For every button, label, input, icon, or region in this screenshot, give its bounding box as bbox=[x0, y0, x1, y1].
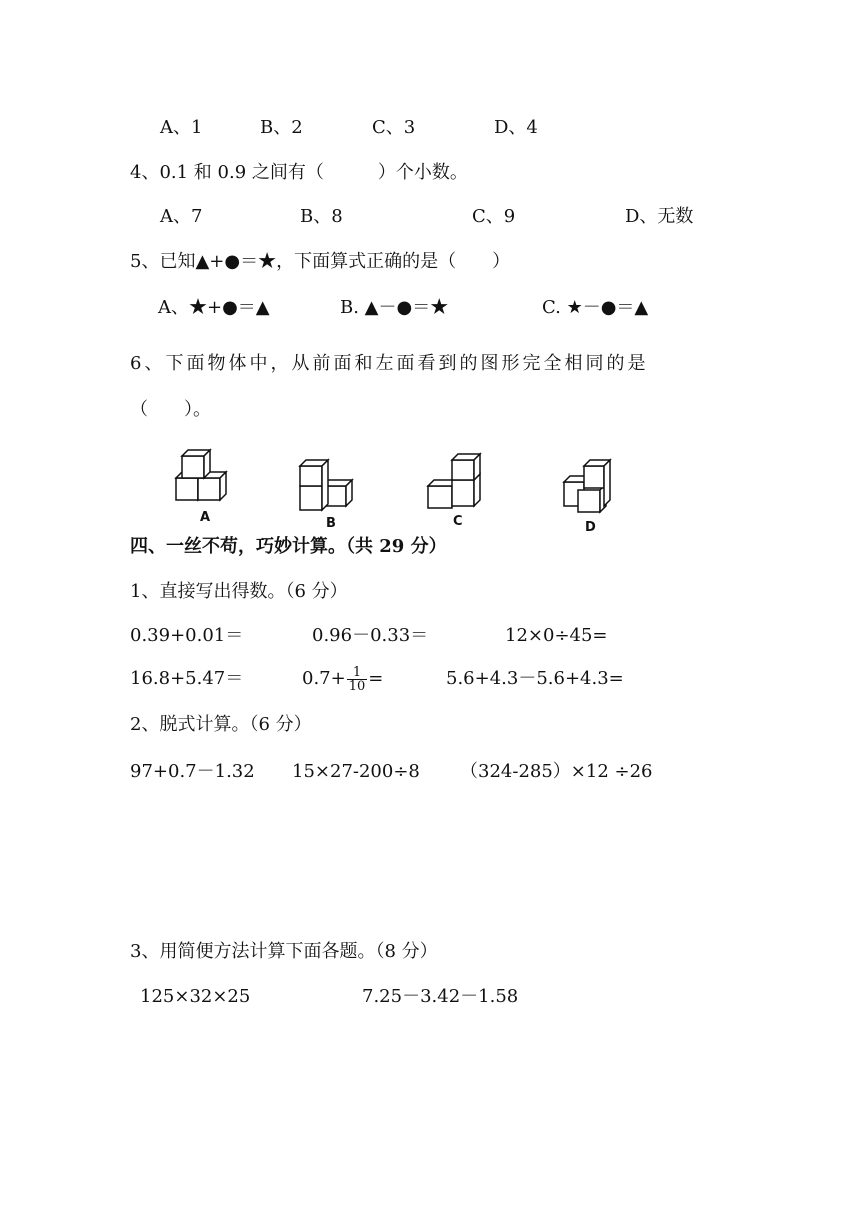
q3-option-d: D、4 bbox=[494, 117, 538, 138]
fraction-denominator: 10 bbox=[348, 678, 366, 694]
figure-label-c: C bbox=[453, 514, 463, 529]
cube-figure-a bbox=[172, 446, 236, 506]
calc-2-2-suffix: = bbox=[368, 668, 384, 689]
cube-figure-c bbox=[424, 452, 488, 512]
part3-title: 3、用简便方法计算下面各题。（8 分） bbox=[130, 941, 438, 962]
part1-title: 1、直接写出得数。（6 分） bbox=[130, 581, 348, 602]
part2-title: 2、脱式计算。（6 分） bbox=[130, 714, 312, 735]
q6-stem-line1: 6、下面物体中，从前面和左面看到的图形完全相同的是 bbox=[130, 353, 649, 374]
q5-option-a: A、★+●＝▲ bbox=[158, 297, 270, 318]
q4-stem: 4、0.1 和 0.9 之间有（ ）个小数。 bbox=[130, 162, 468, 183]
figure-label-b: B bbox=[326, 516, 336, 531]
figure-label-a: A bbox=[200, 510, 211, 525]
calc-1-2: 0.96－0.33＝ bbox=[312, 625, 429, 646]
calc-2-2-prefix: 0.7+ bbox=[302, 668, 346, 689]
simplify-calc-1: 125×32×25 bbox=[140, 986, 251, 1007]
q5-option-c: C. ★－●＝▲ bbox=[542, 297, 649, 318]
stepwise-calc-2: 15×27-200÷8 bbox=[292, 761, 420, 782]
q6-stem-line2: （ ）。 bbox=[130, 399, 211, 420]
q3-option-b: B、2 bbox=[260, 117, 303, 138]
q5-option-b: B. ▲－●＝★ bbox=[340, 297, 449, 318]
calc-2-2 bbox=[302, 663, 383, 703]
cube-figure-d bbox=[560, 456, 616, 518]
fraction bbox=[347, 666, 368, 693]
calc-1-3: 12×0÷45= bbox=[505, 625, 608, 646]
calc-2-1: 16.8+5.47＝ bbox=[130, 668, 244, 689]
section-4-heading: 四、一丝不苟，巧妙计算。（共 29 分） bbox=[130, 536, 447, 557]
q3-option-a: A、1 bbox=[160, 117, 203, 138]
q3-option-c: C、3 bbox=[372, 117, 416, 138]
calc-1-1: 0.39+0.01＝ bbox=[130, 625, 244, 646]
cube-figure-b bbox=[296, 458, 360, 514]
q5-stem: 5、已知▲+●＝★，下面算式正确的是（ ） bbox=[130, 251, 511, 272]
figure-label-d: D bbox=[585, 520, 596, 535]
q4-option-c: C、9 bbox=[472, 206, 516, 227]
calc-2-3: 5.6+4.3－5.6+4.3= bbox=[446, 668, 624, 689]
stepwise-calc-1: 97+0.7－1.32 bbox=[130, 761, 255, 782]
fraction-numerator: 1 bbox=[347, 666, 368, 680]
q4-option-d: D、无数 bbox=[625, 206, 694, 227]
simplify-calc-2: 7.25－3.42－1.58 bbox=[362, 986, 519, 1007]
q4-option-b: B、8 bbox=[300, 206, 343, 227]
stepwise-calc-3: （324-285）×12 ÷26 bbox=[460, 761, 653, 782]
q4-option-a: A、7 bbox=[160, 206, 203, 227]
